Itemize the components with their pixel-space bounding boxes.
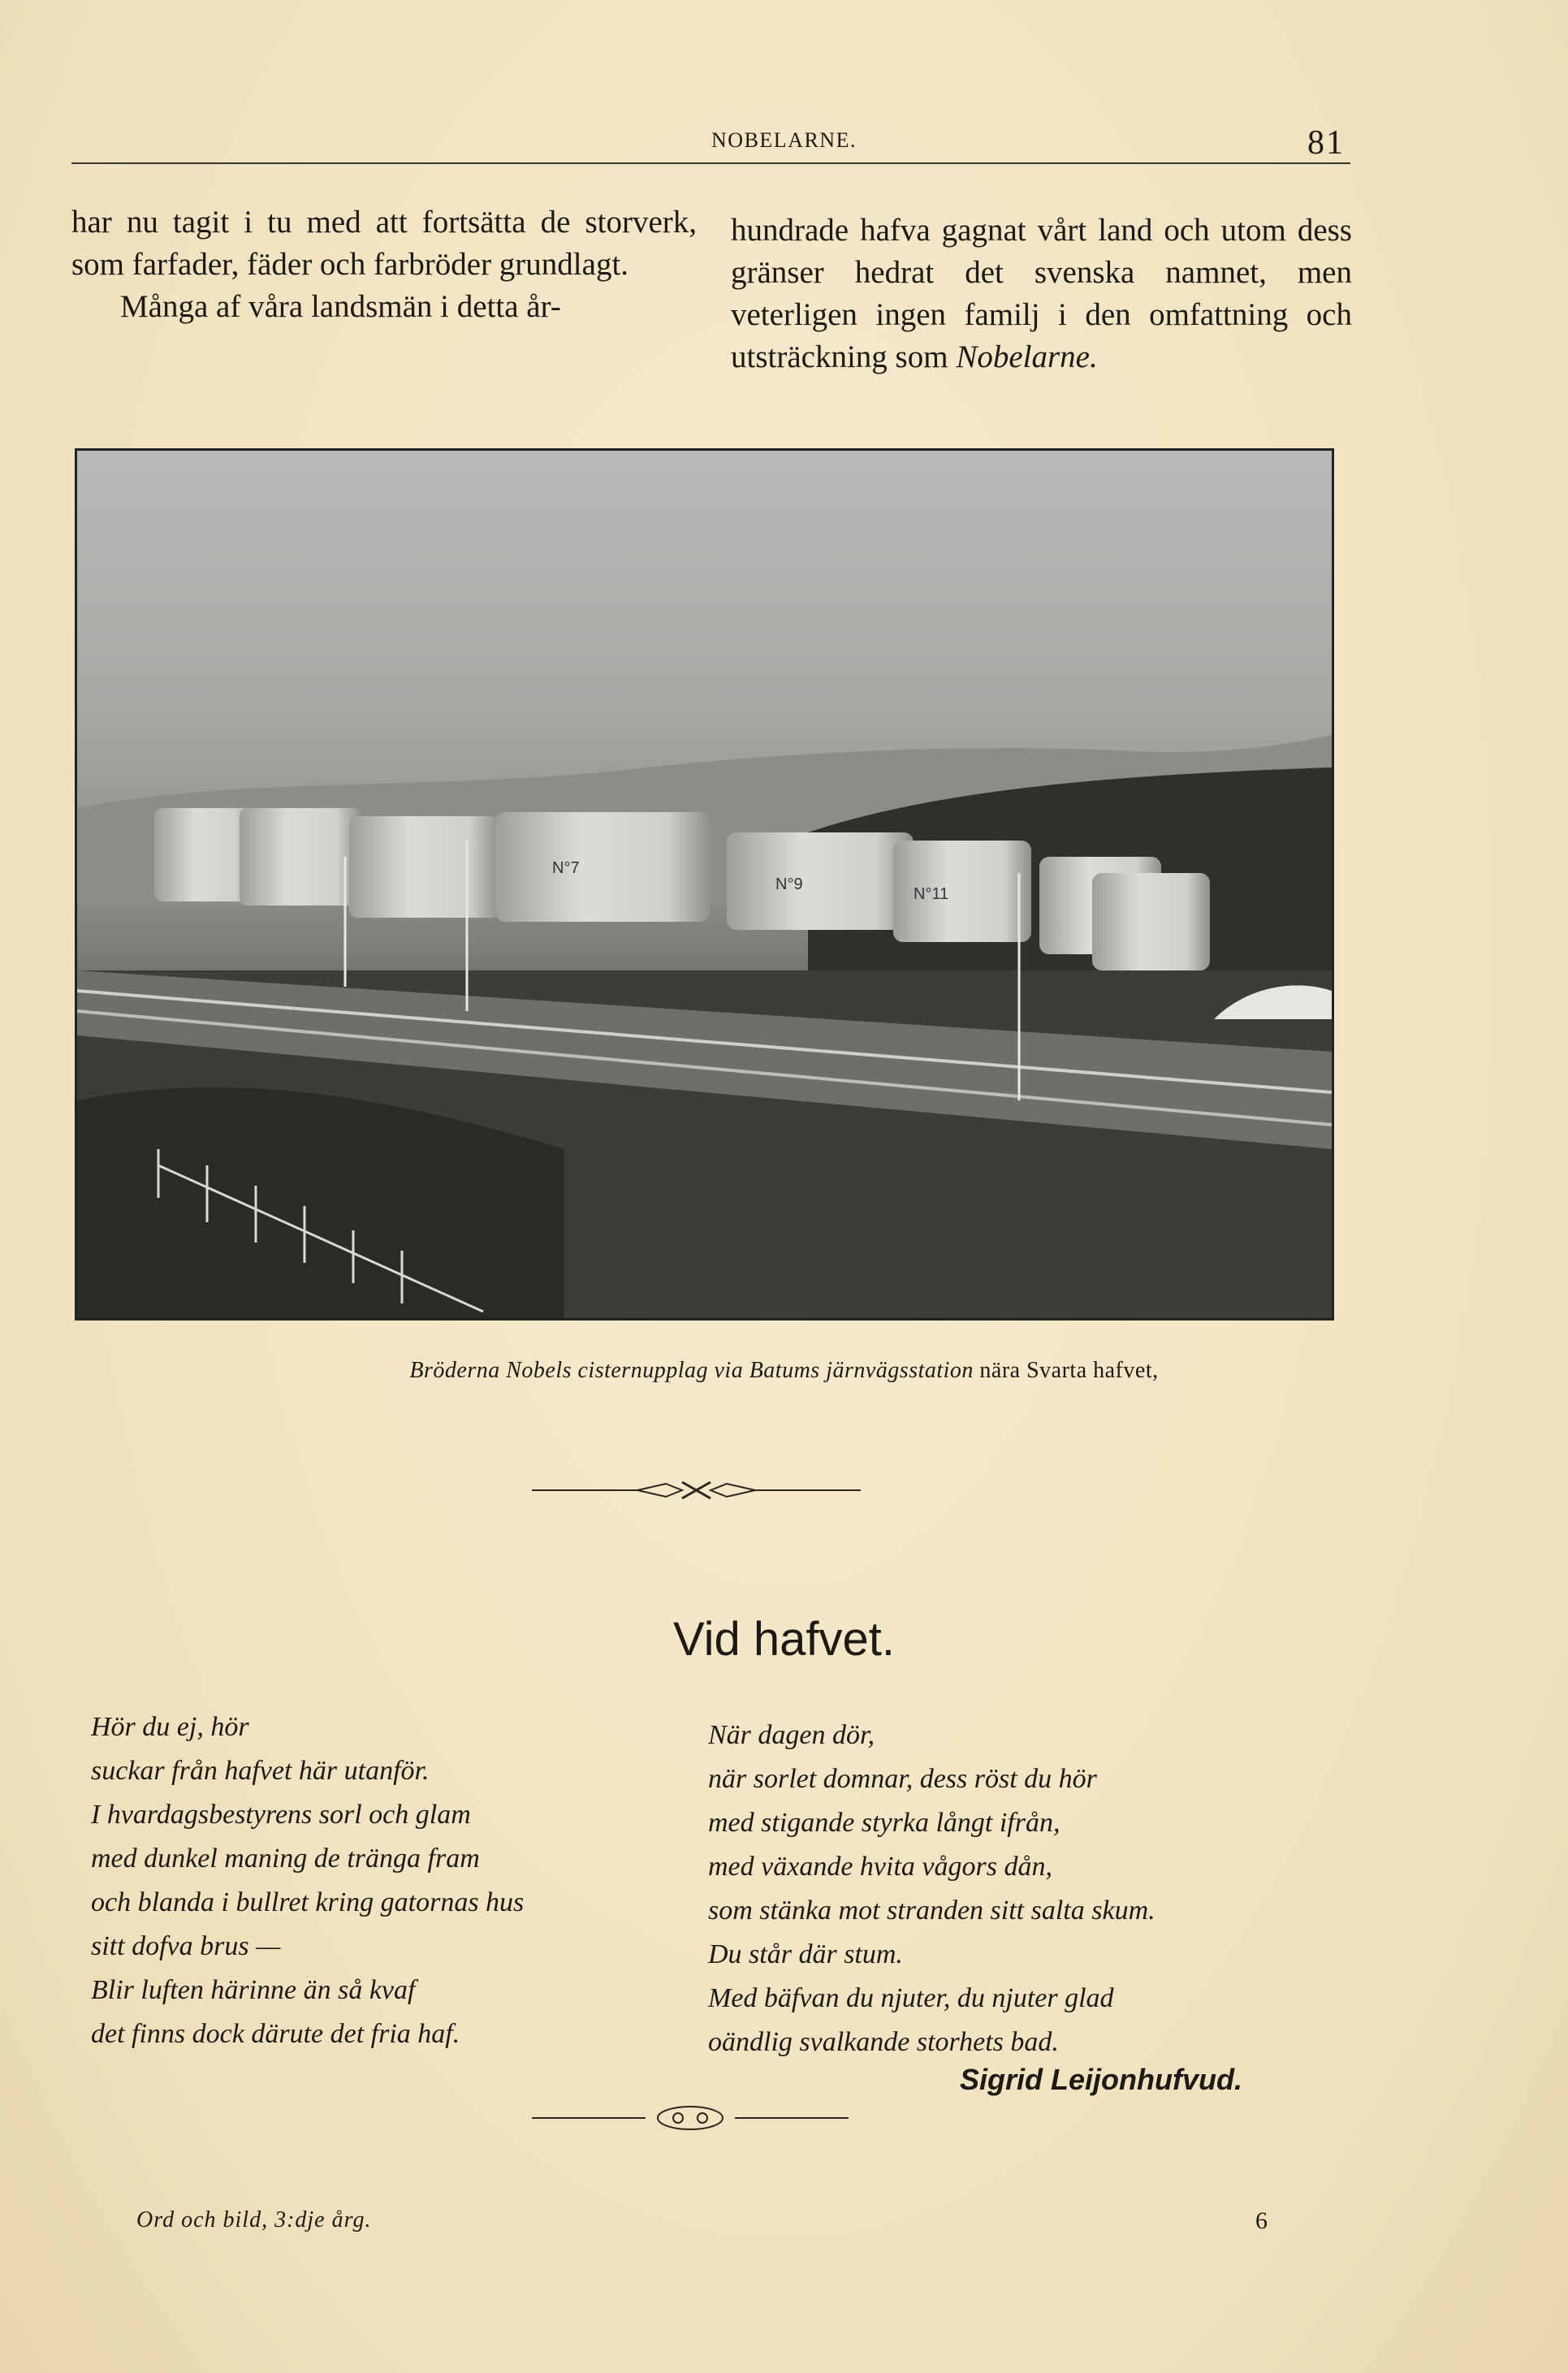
oil-tank-photograph: [75, 448, 1334, 1320]
verse-line: med stigande styrka långt ifrån,: [708, 1808, 1060, 1838]
verse-line: och blanda i bullret kring gatornas hus: [91, 1887, 525, 1917]
right-paragraph-text: hundrade hafva gagnat vårt land och utom dess gränser hedrat det svenska namnet, men veterligen ingen familj i den omfattning och utsträckning som: [731, 213, 1352, 374]
publication-footer: Ord och bild, 3:dje årg.: [136, 2207, 372, 2233]
ornament-divider-bottom: [532, 2102, 849, 2134]
right-paragraph: [731, 210, 1352, 378]
right-column: [731, 210, 1352, 378]
verse-line: som stänka mot stranden sitt salta skum.: [708, 1895, 1155, 1926]
tank-label-9: N°9: [775, 875, 803, 893]
header-rule: [71, 162, 1350, 164]
stanza-right: [708, 1714, 1155, 2064]
verse-line: med växande hvita vågors dån,: [708, 1852, 1052, 1882]
tank-label-7: N°7: [552, 859, 580, 877]
verse-line: med dunkel maning de tränga fram: [91, 1844, 480, 1874]
verse-line: I hvardagsbestyrens sorl och glam: [91, 1800, 471, 1830]
verse-line: det finns dock därute det fria haf.: [91, 2019, 460, 2049]
stanza-left: [91, 1705, 524, 2056]
caption-plain: nära Svarta hafvet,: [979, 1358, 1159, 1383]
photo-caption: [0, 1358, 1568, 1384]
caption-italic: Bröderna Nobels cisternupplag via Batums järnvägsstation: [409, 1358, 974, 1383]
running-title: NOBELARNE.: [711, 128, 857, 152]
verse-line: Du står där stum.: [708, 1939, 903, 1969]
tank-label-11: N°11: [914, 885, 949, 903]
verse-line: Blir luften härinne än så kvaf: [91, 1975, 416, 2005]
nobelarne-name: Nobelarne.: [956, 339, 1098, 374]
signature-mark: 6: [1255, 2207, 1268, 2234]
verse-line: Hör du ej, hör: [91, 1712, 249, 1742]
verse-line: Med bäfvan du njuter, du njuter glad: [708, 1983, 1114, 2013]
left-column: [71, 201, 697, 328]
poem-title: Vid hafvet.: [672, 1613, 895, 1666]
verse-line: sitt dofva brus —: [91, 1931, 281, 1961]
verse-line: när sorlet domnar, dess röst du hör: [708, 1764, 1097, 1794]
page-number: 81: [1307, 124, 1345, 162]
verse-line: När dagen dör,: [708, 1720, 875, 1750]
left-paragraph-2: Många af våra landsmän i detta år-: [120, 289, 561, 324]
verse-line: oändlig svalkande storhets bad.: [708, 2027, 1059, 2057]
photo-illustration: [77, 451, 1332, 1318]
poem-author: Sigrid Leijonhufvud.: [960, 2063, 1242, 2096]
verse-line: suckar från hafvet här utanför.: [91, 1756, 430, 1786]
ornament-divider-top: [532, 1474, 861, 1506]
left-paragraph-1: har nu tagit i tu med att fortsätta de storverk, som farfader, fäder och farbröder grundlagt.: [71, 205, 697, 282]
